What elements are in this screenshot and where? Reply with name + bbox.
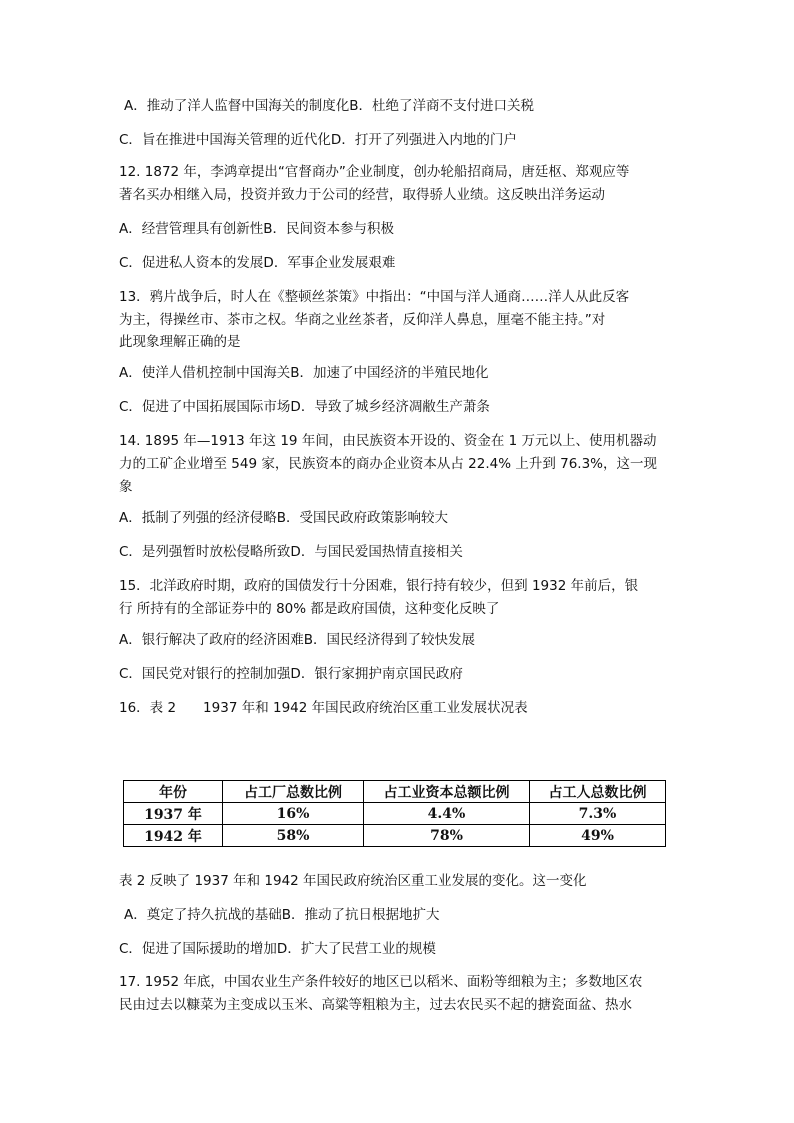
line: 此现象理解正确的是	[119, 334, 241, 350]
line: A．经营管理具有创新性B．民间资本参与积极	[119, 221, 394, 237]
line: A．使洋人借机控制中国海关B．加速了中国经济的半殖民地化	[119, 365, 489, 381]
line: 力的工矿企业增至 549 家，民族资本的商办企业资本从占 22.4% 上升到 76.3%，这一现	[119, 456, 657, 472]
table-cell: 78%	[364, 825, 530, 847]
line: C．促进了国际援助的增加D．扩大了民营工业的规模	[119, 941, 436, 957]
table-cell: 58%	[223, 825, 364, 847]
line: A．推动了洋人监督中国海关的制度化B．杜绝了洋商不支付进口关税	[124, 98, 534, 114]
line: 17. 1952 年底，中国农业生产条件较好的地区已以稻米、面粉等细粮为主；多数地区农	[119, 974, 643, 990]
table-header-row	[124, 781, 666, 803]
line: 为主，得操丝市、茶市之权。华商之业丝茶者，反仰洋人鼻息，厘毫不能主持。”对	[119, 312, 606, 328]
table-cell: 1942 年	[124, 825, 223, 847]
line: 12. 1872 年，李鸿章提出“官督商办”企业制度，创办轮船招商局，唐廷枢、郑观应等	[119, 164, 630, 180]
table-row	[124, 803, 666, 825]
line: C．旨在推进中国海关管理的近代化D．打开了列强进入内地的门户	[119, 132, 517, 148]
line: A．抵制了列强的经济侵略B．受国民政府政策影响较大	[119, 510, 448, 526]
table-header: 占工厂总数比例	[223, 781, 364, 803]
line: C．促进私人资本的发展D．军事企业发展艰难	[119, 255, 396, 271]
line: 著名买办相继入局，投资并致力于公司的经营，取得骄人业绩。这反映出洋务运动	[119, 187, 605, 203]
line: A．奠定了持久抗战的基础B．推动了抗日根据地扩大	[124, 907, 440, 923]
table-header: 占工业资本总额比例	[364, 781, 530, 803]
line: C．国民党对银行的控制加强D．银行家拥护南京国民政府	[119, 666, 463, 682]
table-row	[124, 825, 666, 847]
table-cell: 16%	[223, 803, 364, 825]
line: 民由过去以糠菜为主变成以玉米、高粱等粗粮为主，过去农民买不起的搪瓷面盆、热水	[119, 997, 632, 1013]
table-cell: 7.3%	[530, 803, 666, 825]
line: 行 所持有的全部证券中的 80% 都是政府国债，这种变化反映了	[119, 601, 500, 617]
line: 表 2 反映了 1937 年和 1942 年国民政府统治区重工业发展的变化。这一变化	[119, 873, 587, 889]
table-cell: 49%	[530, 825, 666, 847]
line: 象	[119, 479, 133, 495]
line: 16．表 2 1937 年和 1942 年国民政府统治区重工业发展状况表	[119, 700, 528, 716]
table-cell: 4.4%	[364, 803, 530, 825]
line: A．银行解决了政府的经济困难B．国民经济得到了较快发展	[119, 632, 475, 648]
line: 13．鸦片战争后，时人在《整顿丝茶策》中指出：“中国与洋人通商……洋人从此反客	[119, 289, 630, 305]
table-header: 年份	[124, 781, 223, 803]
line: C．是列强暂时放松侵略所致D．与国民爱国热情直接相关	[119, 544, 463, 560]
data-table	[123, 780, 666, 847]
table-cell: 1937 年	[124, 803, 223, 825]
line: 14. 1895 年—1913 年这 19 年间，由民族资本开设的、资金在 1 万元以上、使用机器动	[119, 433, 657, 449]
table-header: 占工人总数比例	[530, 781, 666, 803]
line: C．促进了中国拓展国际市场D．导致了城乡经济凋敝生产萧条	[119, 399, 490, 415]
line: 15．北洋政府时期，政府的国债发行十分困难，银行持有较少，但到 1932 年前后，银	[119, 578, 639, 594]
